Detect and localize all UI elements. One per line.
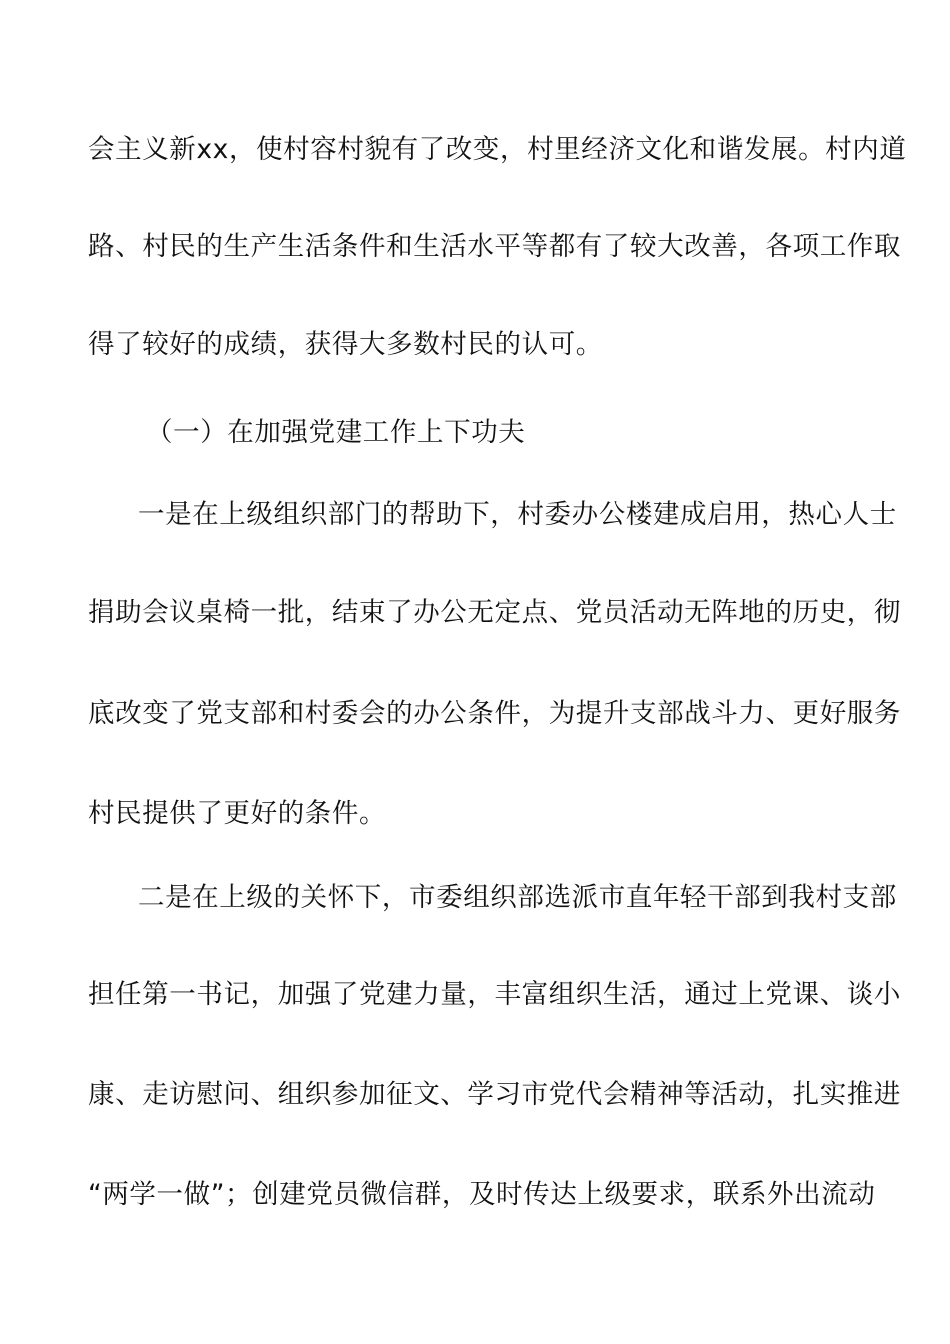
paragraph-line-6: 捐助会议桌椅一批，结束了办公无定点、党员活动无阵地的历史，彻 [88, 597, 901, 628]
paragraph-line-1: 会主义新xx，使村容村貌有了改变，村里经济文化和谐发展。村内道 [88, 134, 907, 165]
section-heading: （一）在加强党建工作上下功夫 [146, 417, 526, 448]
paragraph-line-3: 得了较好的成绩，获得大多数村民的认可。 [88, 329, 603, 360]
paragraph-line-7: 底改变了党支部和村委会的办公条件，为提升支部战斗力、更好服务 [88, 698, 901, 729]
paragraph-line-10: 担任第一书记，加强了党建力量，丰富组织生活，通过上党课、谈小 [88, 979, 901, 1010]
paragraph-line-5: 一是在上级组织部门的帮助下，村委办公楼建成启用，热心人士 [138, 499, 897, 530]
paragraph-line-9: 二是在上级的关怀下，市委组织部选派市直年轻干部到我村支部 [138, 882, 897, 913]
paragraph-line-11: 康、走访慰问、组织参加征文、学习市党代会精神等活动，扎实推进 [88, 1079, 901, 1110]
paragraph-line-12: “两学一做”；创建党员微信群，及时传达上级要求，联系外出流动 [88, 1179, 876, 1210]
paragraph-line-8: 村民提供了更好的条件。 [88, 798, 387, 829]
paragraph-line-2: 路、村民的生产生活条件和生活水平等都有了较大改善，各项工作取 [88, 231, 901, 262]
